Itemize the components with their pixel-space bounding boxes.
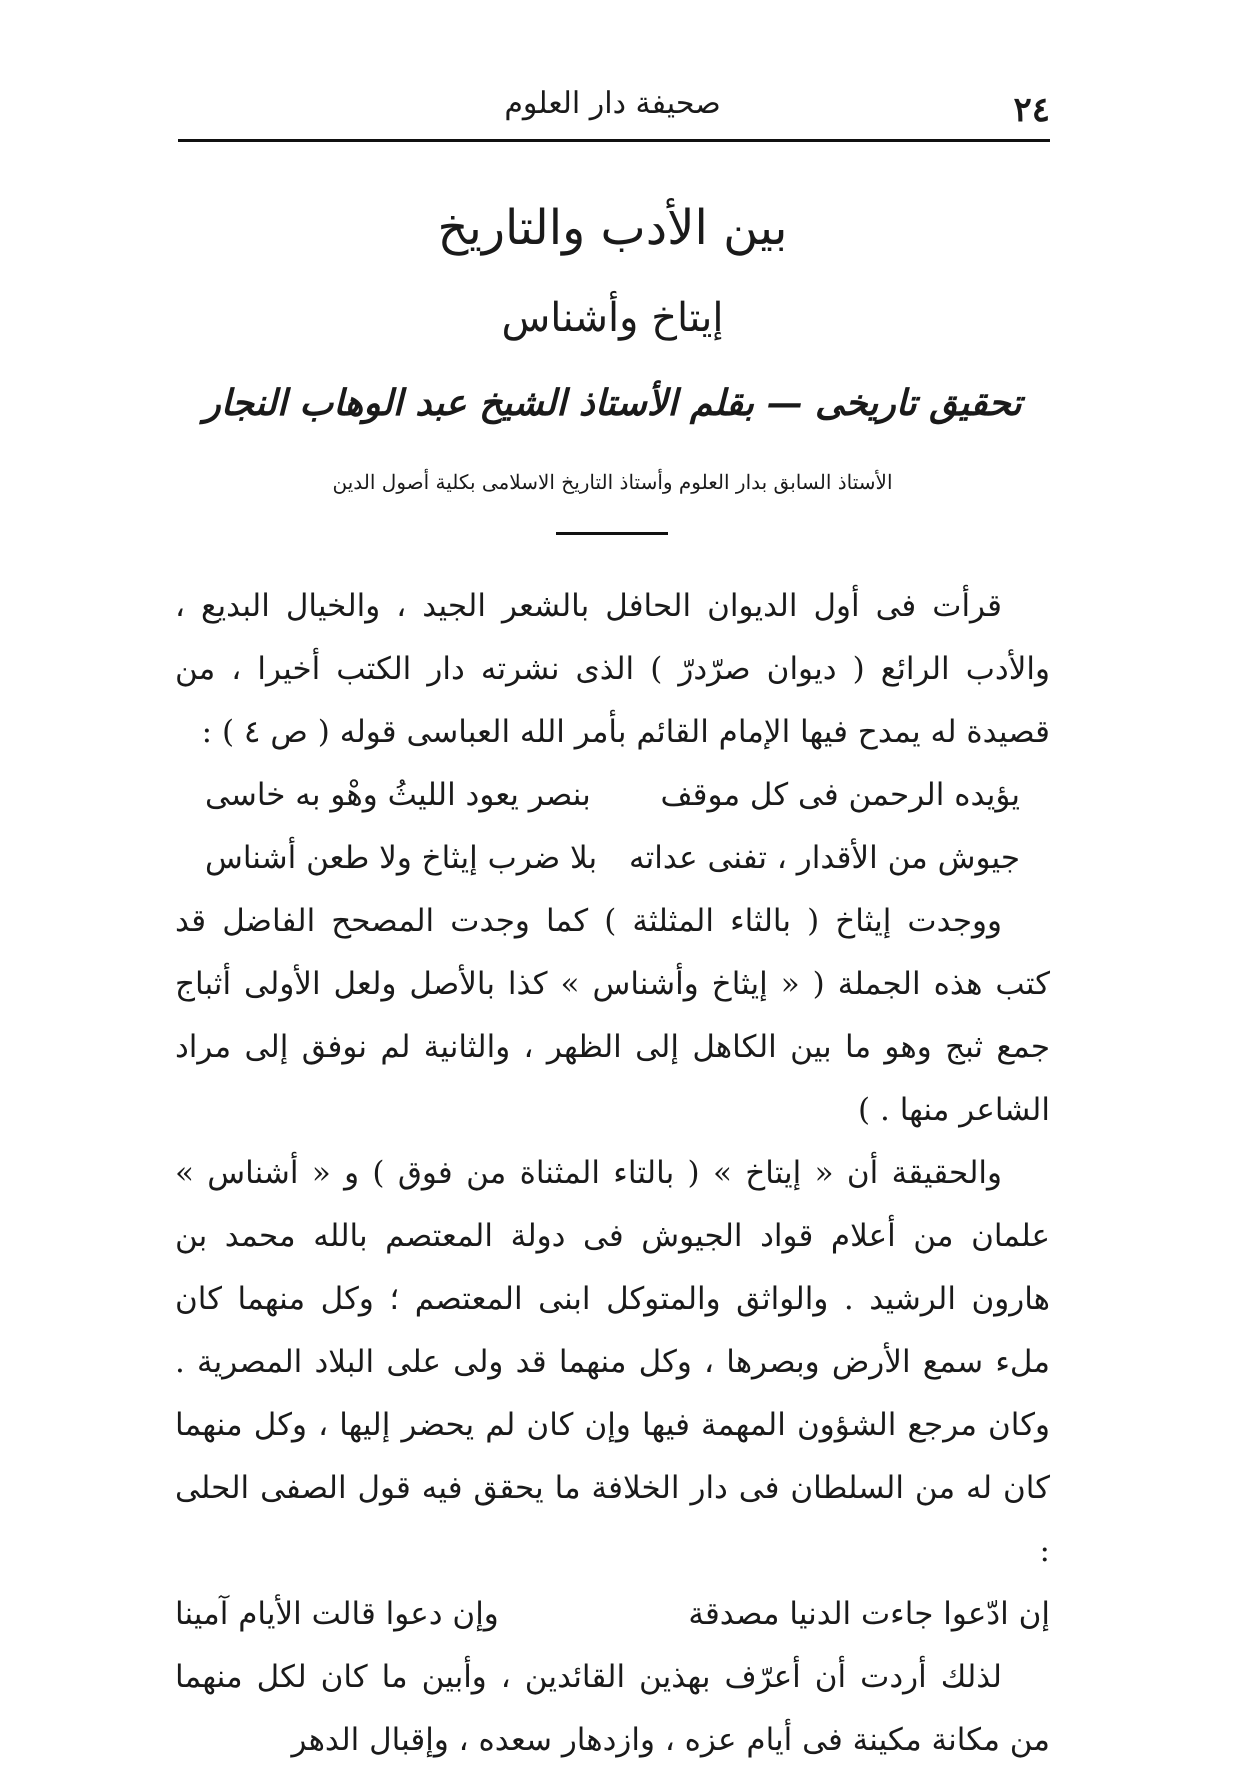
running-title: صحيفة دار العلوم: [504, 86, 721, 121]
header-divider: [178, 139, 1050, 142]
verse-line-1: [175, 764, 1050, 827]
article-title: بين الأدب والتاريخ: [437, 200, 788, 256]
verse-hemistich: إن ادّعوا جاءت الدنيا مصدقة: [688, 1596, 1050, 1632]
paragraph-3: والحقيقة أن « إيتاخ » ( بالتاء المثناة من فوق ) و « أشناس » علمان من أعلام قواد الجيوش فى دولة المعتصم بالله محمد بن هارون الرشيد . والواثق والمتوكل ابنى المعتصم ؛ وكل منهما كان ملء سمع الأرض وبصرها ، وكل منهما قد ولى على البلاد المصرية . وكان مرجع الشؤون المهمة فيها وإن كان لم يحضر إليها ، وكل منهما كان له من السلطان فى دار الخلافة ما يحقق فيه قول الصفى الحلى :: [175, 1155, 1050, 1569]
paragraph-2: ووجدت إيثاخ ( بالثاء المثلثة ) كما وجدت المصحح الفاضل قد كتب هذه الجملة ( « إيثاخ وأشناس » كذا بالأصل ولعل الأولى أثباج جمع ثبج وهو ما بين الكاهل إلى الظهر ، والثانية لم نوفق إلى مراد الشاعر منها . ): [175, 903, 1050, 1128]
paragraph-1: قرأت فى أول الديوان الحافل بالشعر الجيد ، والخيال البديع ، والأدب الرائع ( ديوان صرّدرّ ) الذى نشرته دار الكتب أخيرا ، من قصيدة له يمدح فيها الإمام القائم بأمر الله العباسى قوله ( ص ٤ ) :: [175, 588, 1050, 750]
author-affiliation: الأستاذ السابق بدار العلوم وأستاذ التاريخ الاسلامى بكلية أصول الدين: [332, 470, 893, 494]
article-subtitle: إيتاخ وأشناس: [501, 295, 724, 341]
verse-hemistich: وإن دعوا قالت الأيام آمينا: [175, 1596, 499, 1632]
verse-line-3: [175, 1583, 1050, 1646]
verse-hemistich: بلا ضرب إيثاخ ولا طعن أشناس: [205, 840, 598, 876]
article-body: [175, 575, 1050, 1772]
article-byline: تحقيق تاريخى — بقلم الأستاذ الشيخ عبد الوهاب النجار: [203, 382, 1022, 424]
verse-hemistich: جيوش من الأقدار ، تفنى عداته: [629, 840, 1020, 876]
paragraph-4: لذلك أردت أن أعرّف بهذين القائدين ، وأبين ما كان لكل منهما من مكانة مكينة فى أيام عزه ، وازدهار سعده ، وإقبال الدهر: [175, 1659, 1050, 1758]
page-header: [175, 80, 1050, 140]
page-number: ٢٤: [1013, 90, 1050, 130]
verse-hemistich: يؤيده الرحمن فى كل موقف: [660, 777, 1020, 813]
title-divider: [556, 532, 668, 535]
verse-hemistich: بنصر يعود الليثُ وهْو به خاسى: [205, 777, 591, 813]
verse-line-2: [175, 827, 1050, 890]
